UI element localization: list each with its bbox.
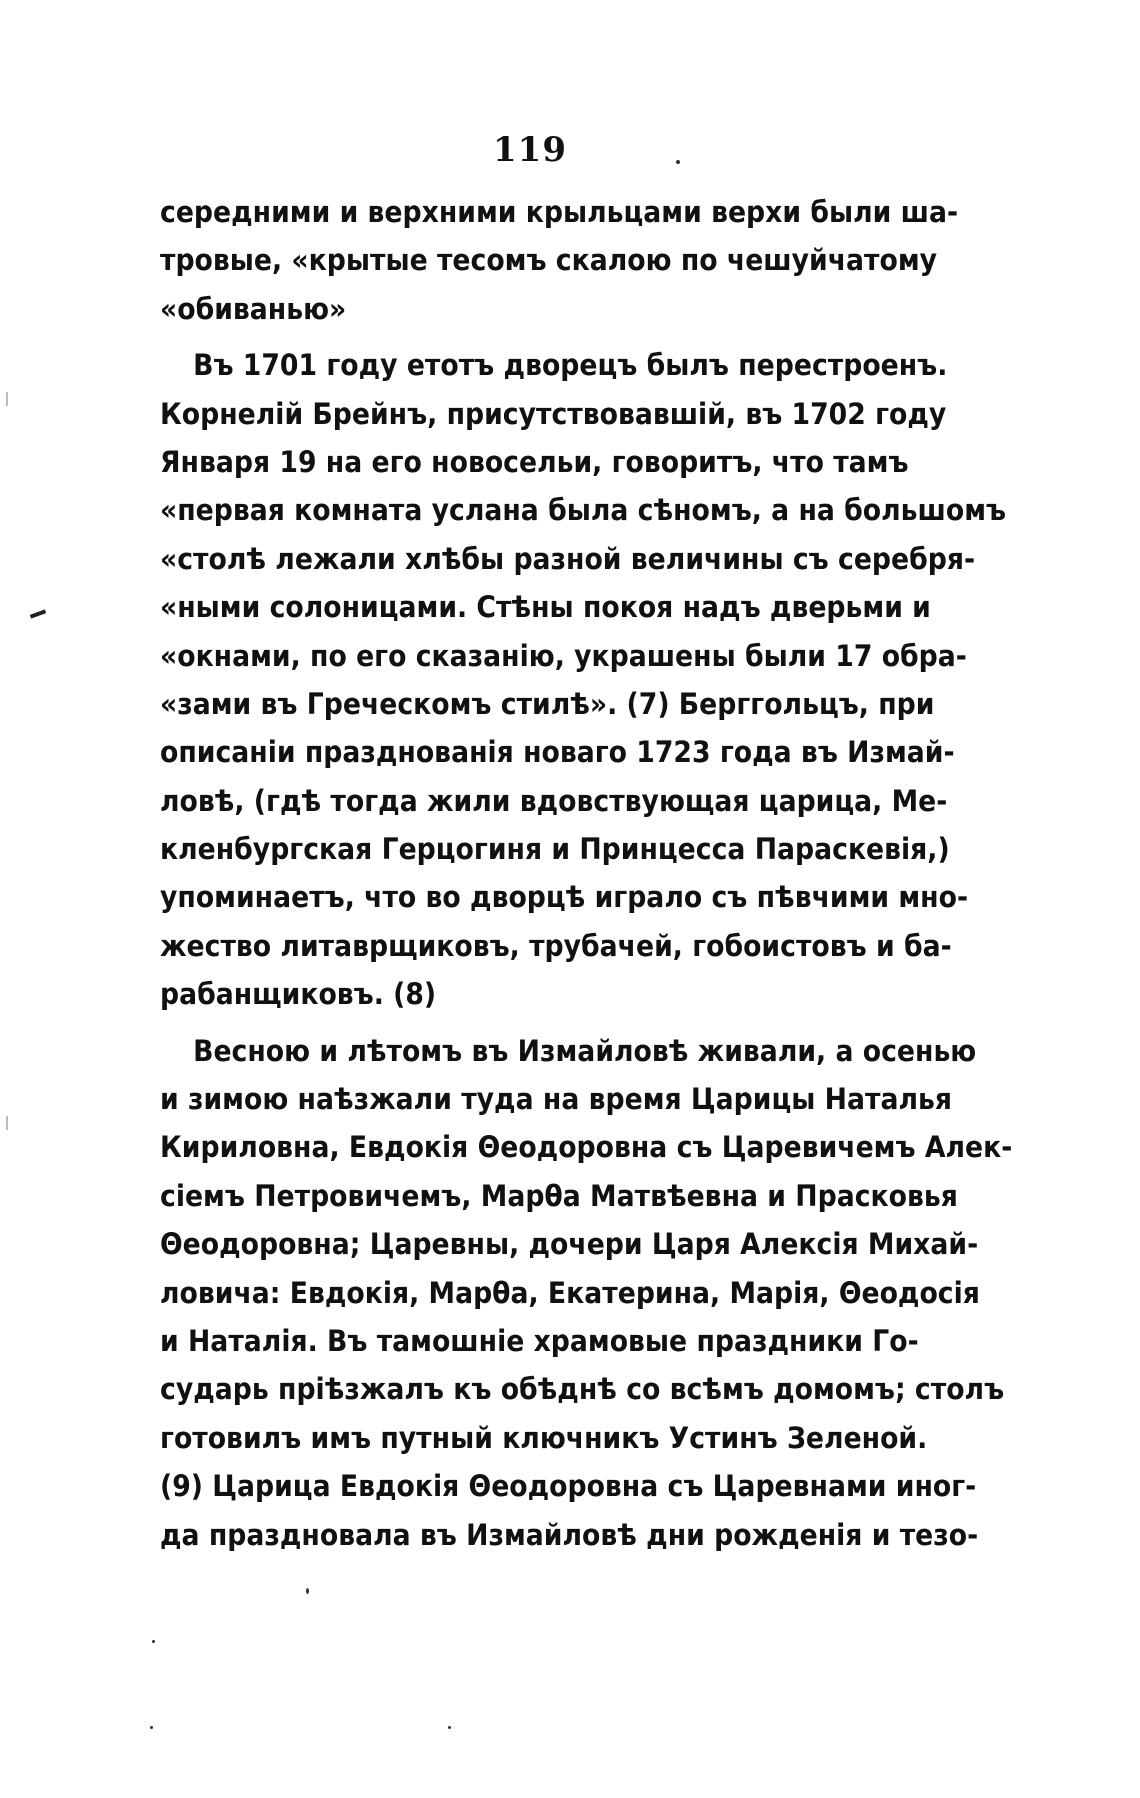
text-line: Въ 1701 году етотъ дворецъ былъ перестроенъ. bbox=[193, 348, 948, 383]
page-number: 119 bbox=[493, 130, 567, 170]
text-line: Кириловна, Евдокiя Θеодоровна съ Царевичемъ Алек- bbox=[160, 1130, 1013, 1165]
text-line: ловича: Евдокiя, Марθа, Екатерина, Марiя, Θеодосiя bbox=[160, 1275, 980, 1310]
text-line: сiемъ Петровичемъ, Марθа Матвѣевна и Прасковья bbox=[160, 1178, 958, 1213]
paragraph-1 bbox=[160, 188, 959, 333]
scan-speck bbox=[676, 160, 680, 164]
text-line: (9) Царица Евдокiя Θеодоровна съ Царевнами иног- bbox=[160, 1469, 977, 1504]
scan-speck bbox=[306, 1588, 309, 1594]
scan-speck bbox=[150, 1726, 153, 1729]
text-line: Января 19 на его новосельи, говоритъ, что тамъ bbox=[160, 444, 909, 479]
paragraph-3 bbox=[160, 1027, 1013, 1559]
scan-speck bbox=[448, 1726, 451, 1729]
scan-mark bbox=[30, 609, 46, 618]
text-line: тровые, «крытые тесомъ скалою по чешуйчатому bbox=[160, 243, 938, 278]
text-line: Θеодоровна; Царевны, дочери Царя Алексiя Михай- bbox=[160, 1227, 979, 1262]
text-line: ловѣ, (гдѣ тогда жили вдовствующая царица, Ме- bbox=[160, 783, 948, 818]
text-line: «окнами, по его сказанiю, украшены были 17 обра- bbox=[160, 638, 967, 673]
text-line: кленбургская Герцогиня и Принцесса Параскевiя,) bbox=[160, 832, 950, 867]
text-line: и Наталiя. Въ тамошнiе храмовые праздники Го- bbox=[160, 1323, 919, 1358]
body-text bbox=[160, 188, 1013, 1559]
scan-mark bbox=[6, 392, 8, 406]
text-line: середними и верхними крыльцами верхи были ша- bbox=[160, 195, 959, 229]
scan-mark bbox=[6, 1116, 8, 1130]
text-line: «первая комната услана была сѣномъ, а на большомъ bbox=[160, 493, 1007, 528]
text-line: сударь прiѣзжалъ къ обѣднѣ со всѣмъ домомъ; столъ bbox=[160, 1372, 1005, 1407]
text-line: Весною и лѣтомъ въ Измайловѣ живали, а осенью bbox=[193, 1033, 977, 1068]
text-line: жество литаврщиковъ, трубачей, гобоистовъ и ба- bbox=[160, 928, 952, 963]
text-line: Корнелiй Брейнъ, присутствовавшiй, въ 1702 году bbox=[160, 396, 947, 431]
text-line: да праздновала въ Измайловѣ дни рожденiя и тезо- bbox=[160, 1517, 979, 1552]
text-line: «столѣ лежали хлѣбы разной величины съ серебря- bbox=[160, 541, 976, 576]
paragraph-2 bbox=[160, 341, 1007, 1018]
text-line: и зимою наѣзжали туда на время Царицы Наталья bbox=[160, 1082, 953, 1117]
text-line: «зами въ Греческомъ стилѣ». (7) Берггольцъ, при bbox=[160, 686, 935, 721]
text-line: «обиванью» bbox=[160, 291, 347, 326]
text-line: готовилъ имъ путный ключникъ Устинъ Зеленой. bbox=[160, 1420, 928, 1455]
text-line: рабанщиковъ. (8) bbox=[160, 977, 437, 1012]
text-line: упоминаетъ, что во дворцѣ играло съ пѣвчими мно- bbox=[160, 880, 969, 915]
text-line: описанiи празднованiя новаго 1723 года въ Измай- bbox=[160, 735, 955, 770]
text-line: «ными солоницами. Стѣны покоя надъ дверьми и bbox=[160, 590, 931, 625]
scan-speck bbox=[152, 1640, 155, 1643]
